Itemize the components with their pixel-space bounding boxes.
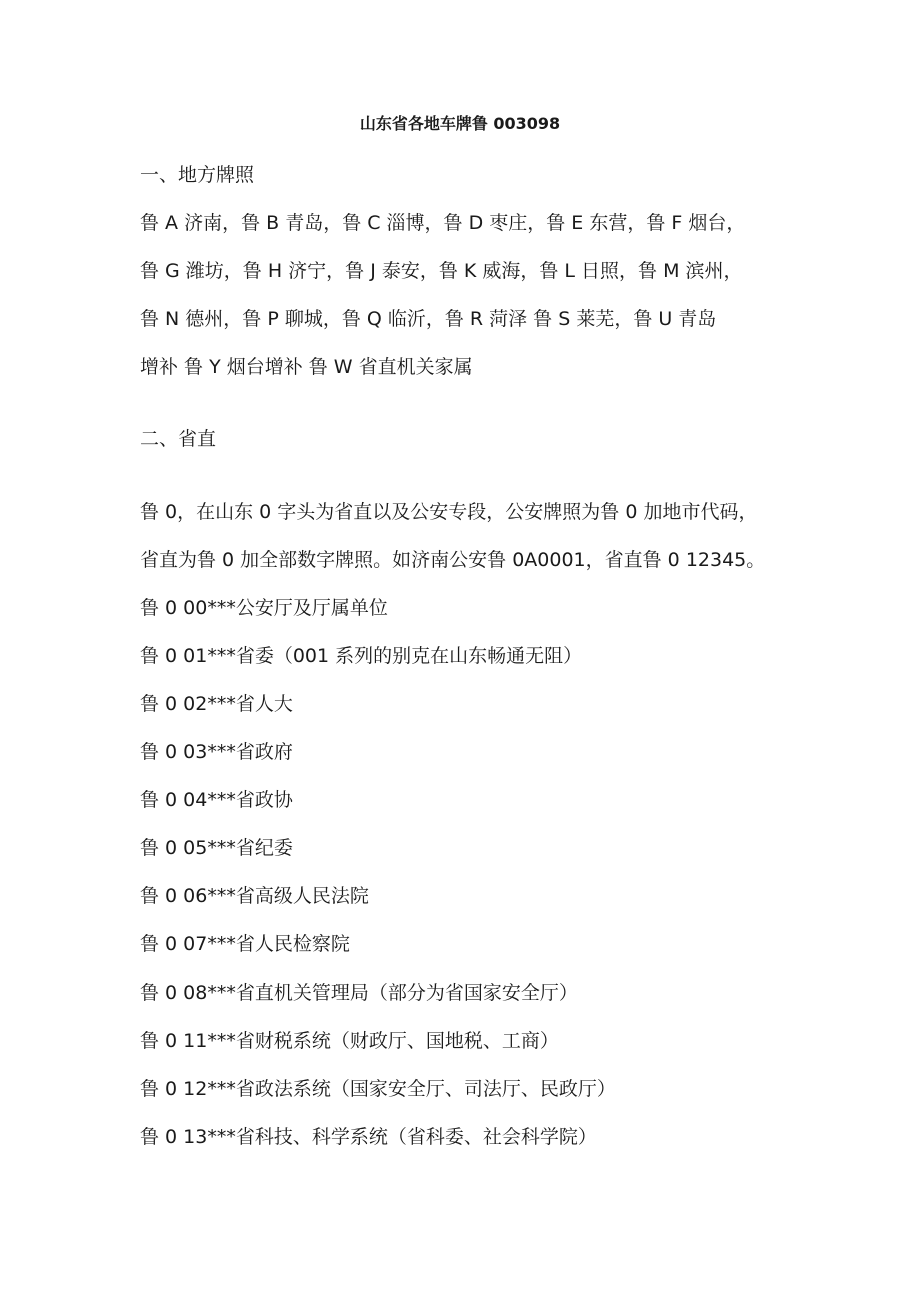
provincial-intro-line: 省直为鲁 0 加全部数字牌照。如济南公安鲁 0A0001，省直鲁 0 12345。 xyxy=(140,549,766,571)
local-plates-line: 鲁 N 德州，鲁 P 聊城，鲁 Q 临沂，鲁 R 菏泽 鲁 S 莱芜，鲁 U 青岛 xyxy=(140,308,717,330)
local-plates-line: 增补 鲁 Y 烟台增补 鲁 W 省直机关家属 xyxy=(140,356,473,378)
plate-code-item: 鲁 0 04***省政协 xyxy=(140,789,293,811)
plate-code-item: 鲁 0 12***省政法系统（国家安全厅、司法厅、民政厅） xyxy=(140,1078,616,1100)
local-plates-line: 鲁 A 济南，鲁 B 青岛，鲁 C 淄博，鲁 D 枣庄，鲁 E 东营，鲁 F 烟台， xyxy=(140,212,746,234)
section-heading-local-plates: 一、地方牌照 xyxy=(140,164,255,186)
plate-code-item: 鲁 0 02***省人大 xyxy=(140,693,293,715)
plate-code-item: 鲁 0 13***省科技、科学系统（省科委、社会科学院） xyxy=(140,1126,597,1148)
plate-code-item: 鲁 0 01***省委（001 系列的别克在山东畅通无阻） xyxy=(140,645,583,667)
plate-code-item: 鲁 0 05***省纪委 xyxy=(140,837,293,859)
local-plates-line: 鲁 G 潍坊，鲁 H 济宁，鲁 J 泰安，鲁 K 威海，鲁 L 日照，鲁 M 滨州， xyxy=(140,260,743,282)
plate-code-item: 鲁 0 03***省政府 xyxy=(140,741,293,763)
plate-code-item: 鲁 0 11***省财税系统（财政厅、国地税、工商） xyxy=(140,1030,559,1052)
plate-code-item: 鲁 0 00***公安厅及厅属单位 xyxy=(140,597,388,619)
provincial-intro-line: 鲁 0，在山东 0 字头为省直以及公安专段，公安牌照为鲁 0 加地市代码， xyxy=(140,501,758,523)
section-heading-provincial: 二、省直 xyxy=(140,428,217,450)
plate-code-item: 鲁 0 07***省人民检察院 xyxy=(140,933,350,955)
document-title: 山东省各地车牌鲁 003098 xyxy=(359,114,561,133)
plate-code-item: 鲁 0 06***省高级人民法院 xyxy=(140,885,369,907)
plate-code-item: 鲁 0 08***省直机关管理局（部分为省国家安全厅） xyxy=(140,982,578,1004)
